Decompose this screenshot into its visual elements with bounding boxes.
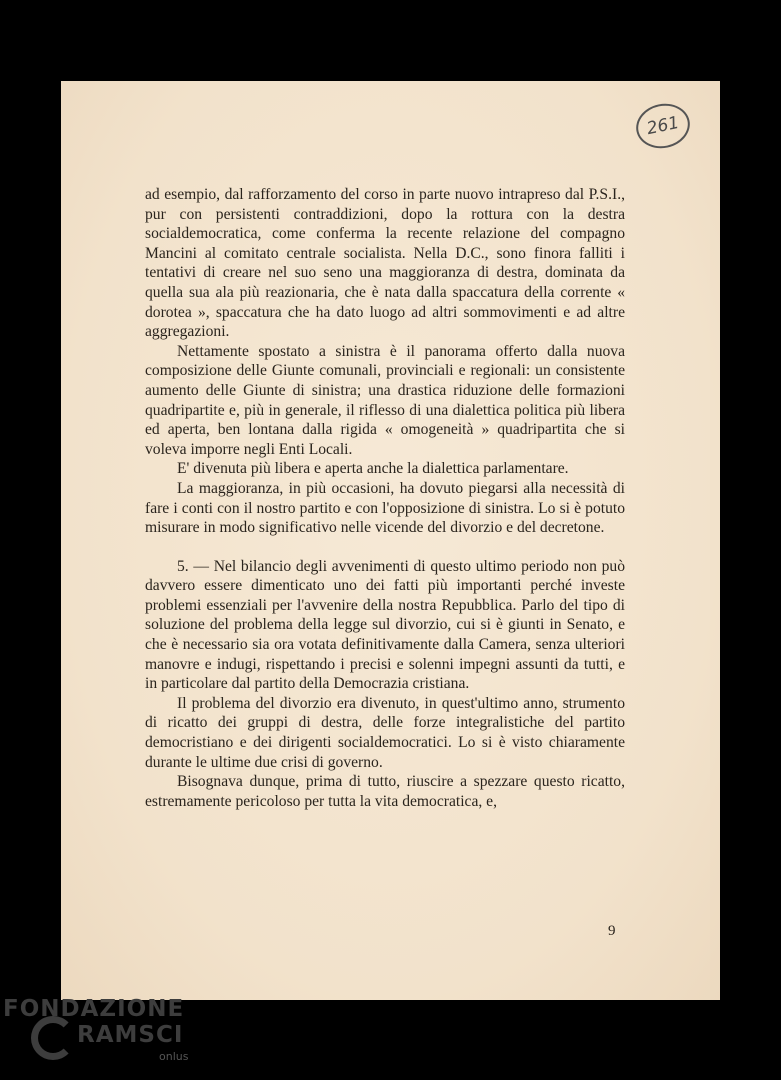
paragraph-section-5: 5. — Nel bilancio degli avvenimenti di questo ultimo periodo non può davvero essere dimenticato uno dei fatti più importanti perché investe problemi essenziali per l'avvenire della nostra Repubblica. Parlo del tipo di soluzione del problema della legge sul divorzio, cui si è giunti in Senato, e che è necessario sia ora votata definitivamente dalla Camera, senza ulteriori manovre e indugi, rispettando i precisi e solenni impegni assunti da tutti, e in particolare dal partito della Democrazia cristiana. (145, 557, 625, 693)
logo-line-2: RAMSCI (77, 1022, 184, 1048)
paragraph-4: La maggioranza, in più occasioni, ha dovuto piegarsi alla necessità di fare i conti con il nostro partito e con l'opposizione di sinistra. Lo si è potuto misurare in modo significativo nelle vicende del divorzio e del decretone. (145, 479, 625, 537)
fondazione-gramsci-logo (3, 996, 203, 1076)
stamp-number: 261 (645, 112, 681, 140)
paragraph-7: Bisognava dunque, prima di tutto, riuscire a spezzare questo ricatto, estremamente pericoloso per tutta la vita democratica, e, (145, 773, 625, 810)
paragraph-1: ad esempio, dal rafforzamento del corso in parte nuovo intrapreso dal P.S.I., pur con persistenti contraddizioni, dopo la rottura con la destra socialdemocratica, come conferma la recente relazione del compagno Mancini al comitato centrale socialista. Nella D.C., sono finora falliti i tentativi di creare nel suo seno una maggioranza di destra, dominata da quella sua ala più reazionaria, che è nata dalla spaccatura della corrente « dorotea », spaccatura che ha dato luogo ad altri sommovimenti e ad altre aggregazioni. (145, 186, 625, 341)
document-page (61, 81, 720, 1000)
body-text (145, 185, 625, 811)
page-number: 9 (608, 923, 616, 939)
logo-subtitle: onlus (159, 1050, 189, 1063)
paragraph-2: Nettamente spostato a sinistra è il panorama offerto dalla nuova composizione delle Giunte comunali, provinciali e regionali: un consistente aumento delle Giunte di sinistra; una drastica riduzione delle formazioni quadripartite e, più in generale, il riflesso di una dialettica politica più libera ed aperta, ben lontana dalla rigida « omogeneità » quadripartita che si voleva imporre negli Enti Locali. (145, 342, 625, 458)
archive-stamp (632, 99, 694, 153)
logo-line-1: FONDAZIONE (3, 996, 185, 1022)
logo-g-mark-icon (31, 1016, 75, 1060)
paragraph-6: Il problema del divorzio era divenuto, in quest'ultimo anno, strumento di ricatto dei gruppi di destra, delle forze integralistiche del partito democristiano e dei dirigenti socialdemocratici. Lo si è visto chiaramente durante le ultime due crisi di governo. (145, 694, 625, 771)
paragraph-3: E' divenuta più libera e aperta anche la dialettica parlamentare. (177, 460, 569, 478)
